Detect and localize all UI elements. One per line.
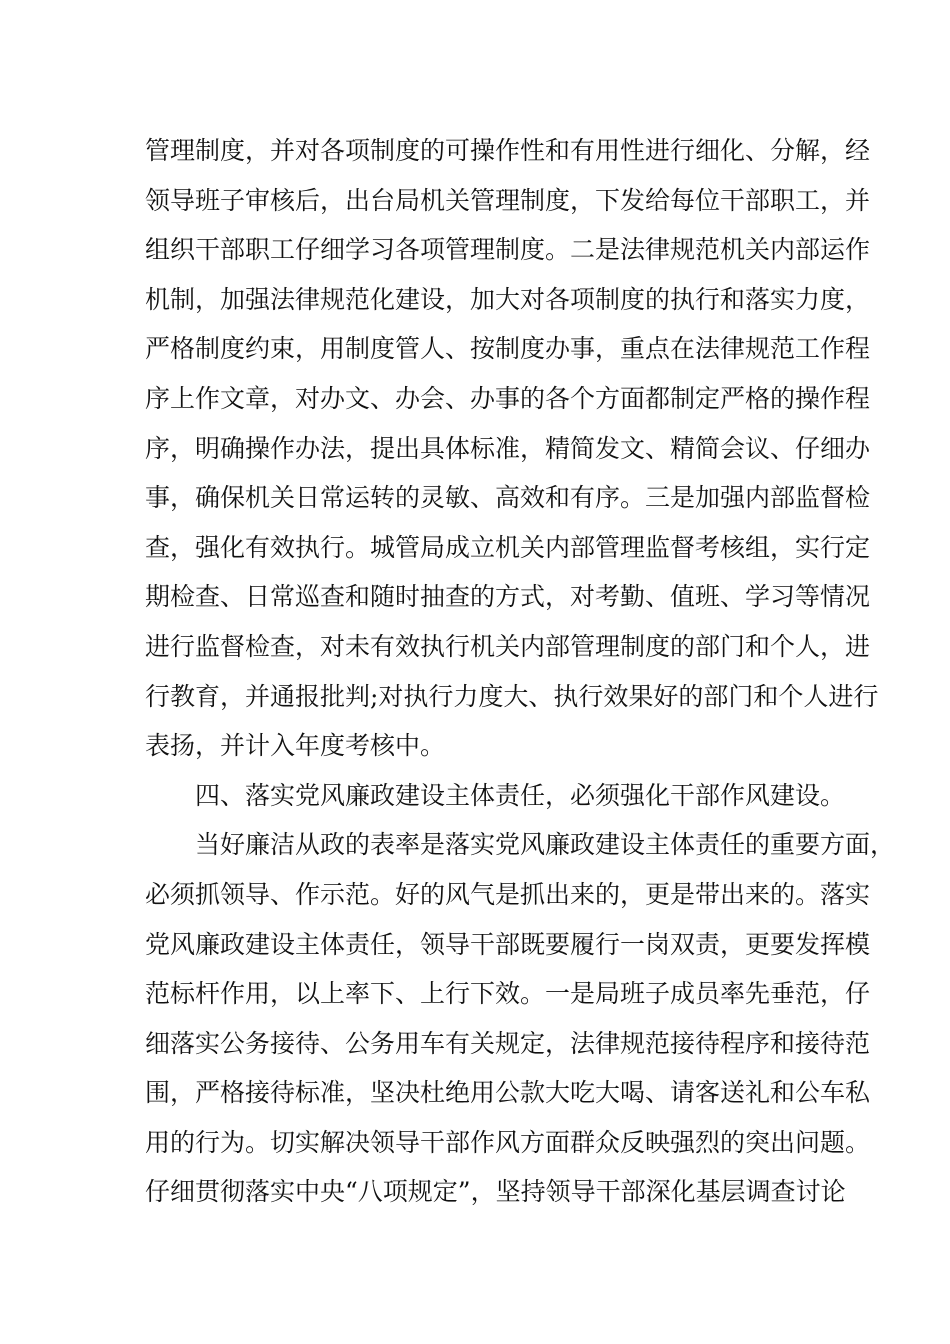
paragraph-first-line: 当好廉洁从政的表率是落实党风廉政建设主体责任的重要方面，	[195, 830, 896, 860]
text-line: 事，确保机关日常运转的灵敏、高效和有序。三是加强内部监督检	[145, 483, 871, 513]
text-line: 用的行为。切实解决领导干部作风方面群众反映强烈的突出问题。	[145, 1127, 871, 1157]
text-line: 期检查、日常巡查和随时抽查的方式，对考勤、值班、学习等情况	[145, 582, 871, 612]
text-line: 严格制度约束，用制度管人、按制度办事，重点在法律规范工作程	[145, 334, 871, 364]
text-line: 序上作文章，对办文、办会、办事的各个方面都制定严格的操作程	[145, 383, 871, 413]
text-line: 管理制度，并对各项制度的可操作性和有用性进行细化、分解，经	[145, 136, 871, 165]
text-line: 必须抓领导、作示范。好的风气是抓出来的，更是带出来的。落实	[145, 879, 871, 909]
text-line: 机制，加强法律规范化建设，加大对各项制度的执行和落实力度，	[145, 284, 871, 314]
text-line: 党风廉政建设主体责任，领导干部既要履行一岗双责，更要发挥模	[145, 929, 871, 959]
text-line: 行教育，并通报批判;对执行力度大、执行效果好的部门和个人进行	[145, 681, 879, 711]
text-line: 表扬，并计入年度考核中。	[145, 731, 446, 761]
text-line: 组织干部职工仔细学习各项管理制度。二是法律规范机关内部运作	[145, 235, 871, 265]
text-line: 围，严格接待标准，坚决杜绝用公款大吃大喝、请客送礼和公车私	[145, 1078, 871, 1108]
paragraph-first-line: 四、落实党风廉政建设主体责任，必须强化干部作风建设。	[195, 780, 846, 810]
text-line: 查，强化有效执行。城管局成立机关内部管理监督考核组，实行定	[145, 532, 871, 562]
text-line: 仔细贯彻落实中央“八项规定”，坚持领导干部深化基层调查讨论	[145, 1177, 846, 1207]
text-line: 领导班子审核后，出台局机关管理制度，下发给每位干部职工，并	[145, 185, 871, 215]
text-line: 进行监督检查，对未有效执行机关内部管理制度的部门和个人，进	[145, 631, 871, 661]
text-line: 序，明确操作办法，提出具体标准，精简发文、精简会议、仔细办	[145, 433, 871, 463]
text-line: 细落实公务接待、公务用车有关规定，法律规范接待程序和接待范	[145, 1028, 871, 1058]
text-line: 范标杆作用，以上率下、上行下效。一是局班子成员率先垂范，仔	[145, 979, 871, 1009]
body-text	[145, 126, 896, 1217]
